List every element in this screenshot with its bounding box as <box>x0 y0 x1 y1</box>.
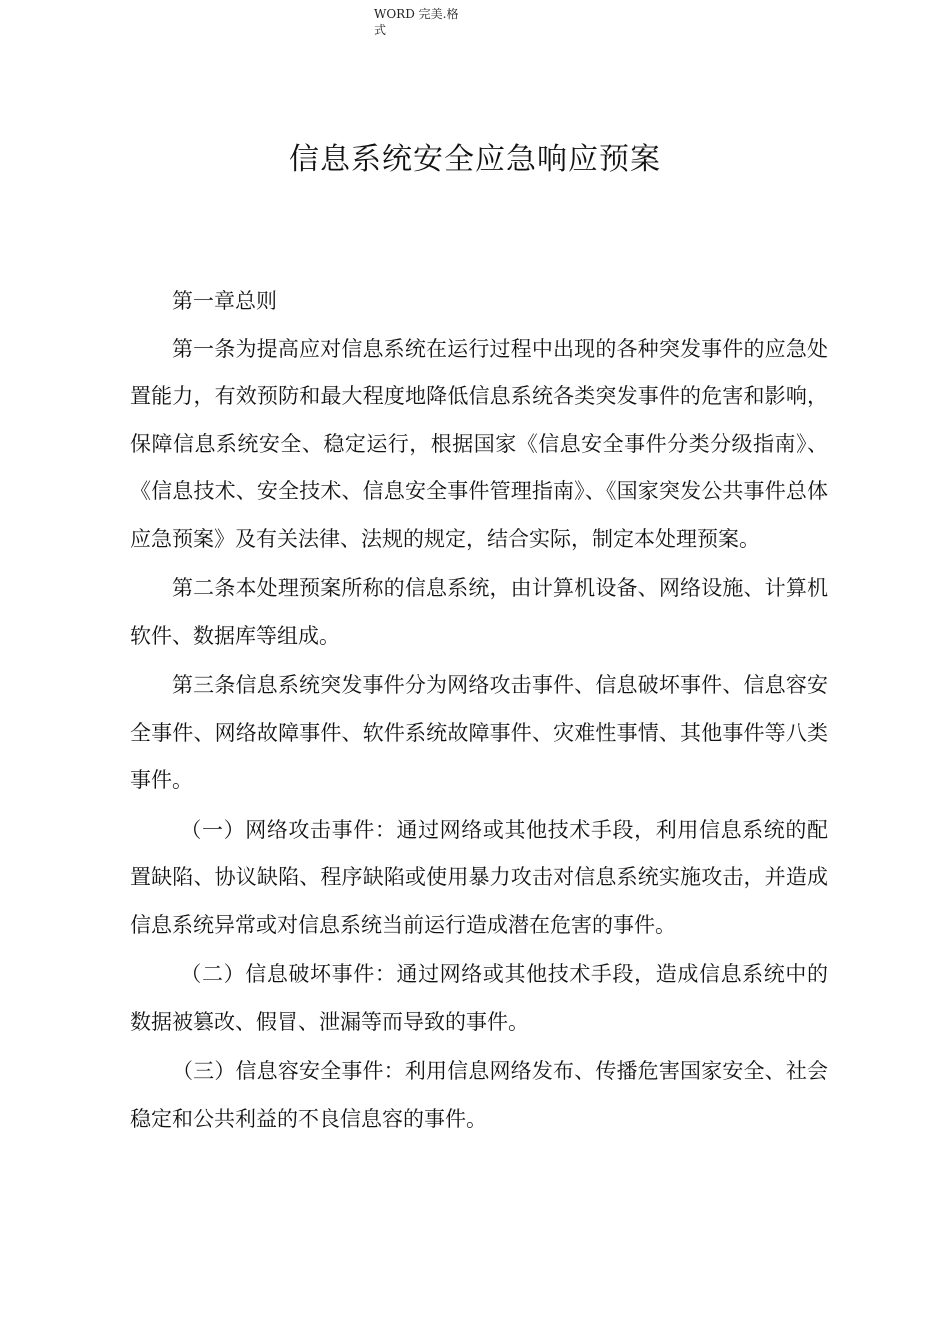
article-2-paragraph: 第二条本处理预案所称的信息系统，由计算机设备、网络设施、计算机软件、数据库等组成。 <box>130 576 828 648</box>
document-title: 信息系统安全应急响应预案 <box>289 142 661 177</box>
header-note: WORD 完美.格式 <box>374 7 459 37</box>
chapter-heading: 第一章总则 <box>172 289 277 313</box>
article-3-paragraph: 第三条信息系统突发事件分为网络攻击事件、信息破坏事件、信息容安全事件、网络故障事件、软件系统故障事件、灾难性事情、其他事件等八类事件。 <box>130 673 828 792</box>
list-item-network-attack: （一）网络攻击事件：通过网络或其他技术手段，利用信息系统的配置缺陷、协议缺陷、程序缺陷或使用暴力攻击对信息系统实施攻击，并造成信息系统异常或对信息系统当前运行造成潜在危害的事件。 <box>130 817 828 937</box>
article-1-paragraph: 第一条为提高应对信息系统在运行过程中出现的各种突发事件的应急处置能力，有效预防和最大程度地降低信息系统各类突发事件的危害和影响，保障信息系统安全、稳定运行，根据国家《信息安全事件分类分级指南》、《信息技术、安全技术、信息安全事件管理指南》、《国家突发公共事件总体应急预案》及有关法律、法规的规定，结合实际，制定本处理预案。 <box>130 336 828 551</box>
document-body <box>130 278 828 1145</box>
list-item-information-destruction: （二）信息破坏事件：通过网络或其他技术手段，造成信息系统中的数据被篡改、假冒、泄漏等而导致的事件。 <box>130 962 828 1034</box>
list-item-content-security: （三）信息容安全事件：利用信息网络发布、传播危害国家安全、社会稳定和公共利益的不良信息容的事件。 <box>130 1059 828 1131</box>
